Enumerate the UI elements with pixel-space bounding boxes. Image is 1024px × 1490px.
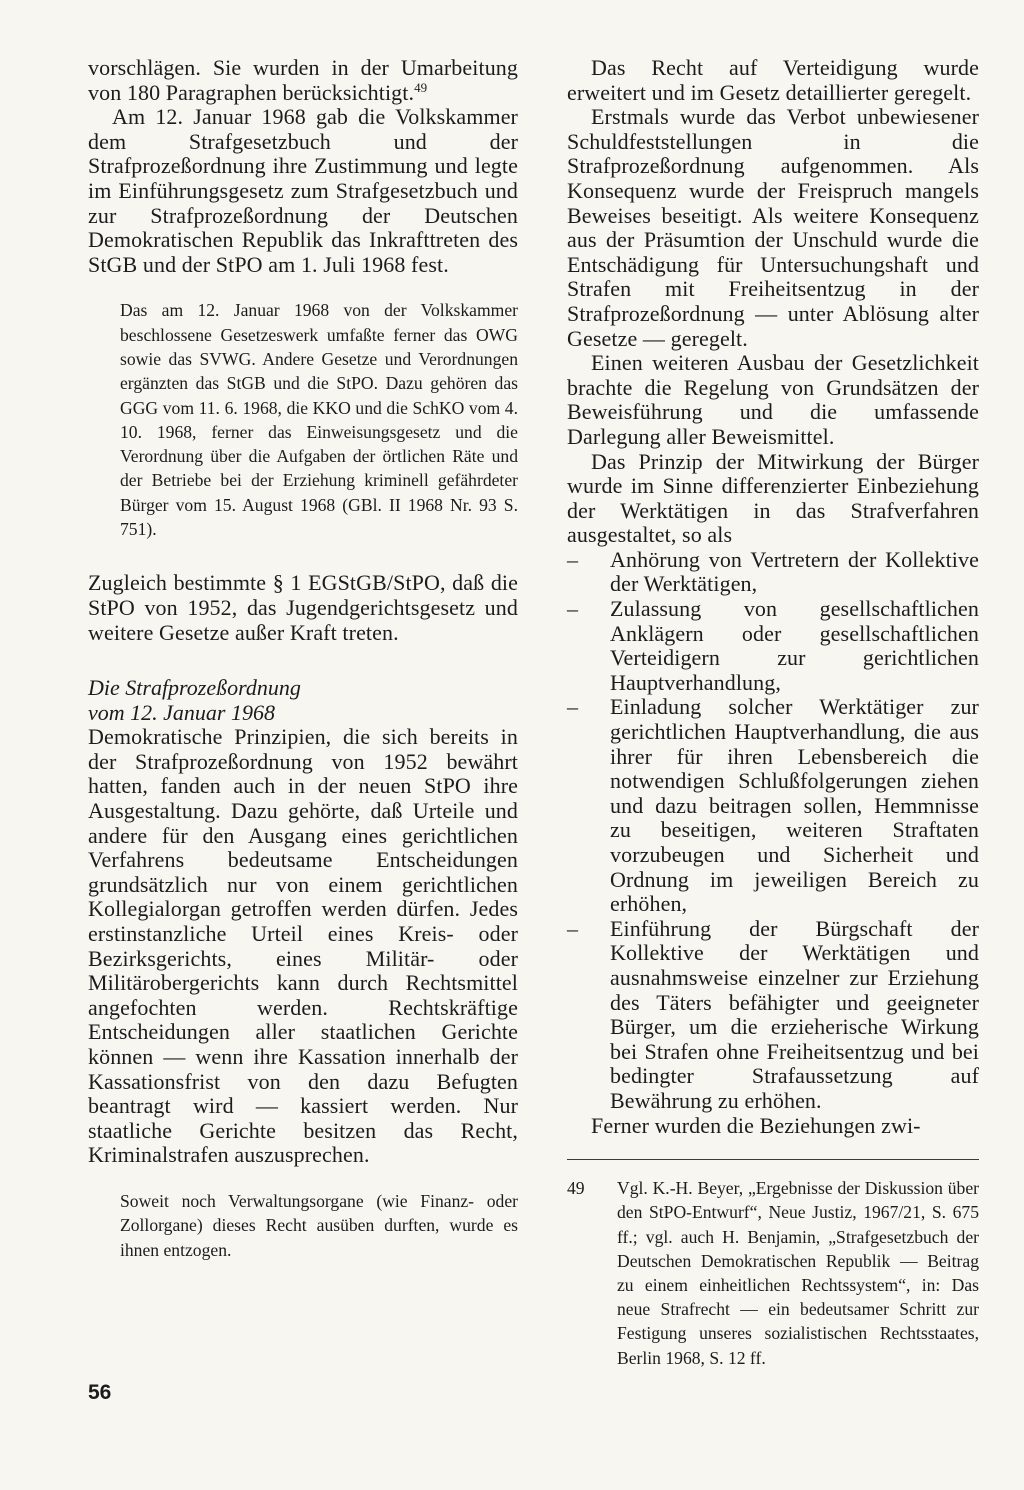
note-gesetzeswerk: Das am 12. Januar 1968 von der Volkskammer beschlossene Gesetzeswerk umfaßte ferner das OWG sowie das SVWG. Andere Gesetze und Verordnungen ergänzten das StGB und die StPO. Dazu gehören das GGG vom 11. 6. 1968, die KKO und die SchKO vom 4. 10. 1968, ferner das Einweisungsgesetz und die Verordnung über die Aufgaben der örtlichen Räte und der Betriebe bei der Erziehung kriminell gefährdeter Bürger vom 15. August 1968 (GBl. II 1968 Nr. 93 S. 751).	[120, 300, 518, 540]
footnote-divider	[567, 1159, 979, 1160]
paragraph-volkskammer: Am 12. Januar 1968 gab die Volkskammer dem Strafgesetzbuch und der Strafprozeßordnung ihre Zustimmung und legte im Einführungsgesetz zum Strafgesetzbuch und zur Strafprozeßordnung der Deutschen Demokratischen Republik das Inkrafttreten des StGB und der StPO am 1. Juli 1968 fest.	[88, 104, 518, 277]
right-column	[567, 56, 979, 1370]
footnote	[567, 1176, 979, 1370]
left-column	[88, 56, 518, 1262]
page-number: 56	[88, 1381, 112, 1404]
footnote-number: 49	[567, 1178, 585, 1199]
paragraph-verteidigung: Das Recht auf Verteidigung wurde erweitert und im Gesetz detaillierter geregelt.	[567, 55, 979, 105]
paragraph-continuation: vorschlägen. Sie wurden in der Umarbeitung von 180 Paragraphen berücksichtigt.$^{49}$	[88, 55, 518, 105]
footnote-text: Vgl. K.-H. Beyer, „Ergebnisse der Diskussion über den StPO-Entwurf“, Neue Justiz, 1967/21, S. 675 ff.; vgl. auch H. Benjamin, „Strafgesetzbuch der Deutschen Demokratischen Republik — Beitrag zu einem einheitlichen Rechtssystem“, in: Das neue Strafrecht — ein bedeutsamer Schritt zur Festigung unseres sozialistischen Rechtsstaates, Berlin 1968, S. 12 ff.	[617, 1178, 979, 1368]
paragraph-unschuld: Erstmals wurde das Verbot unbewiesener Schuldfeststellungen in die Strafprozeßordnung aufgenommen. Als Konsequenz wurde der Freispruch mangels Beweises beseitigt. Als weitere Konsequenz aus der Präsumtion der Unschuld wurde die Entschädigung für Untersuchungshaft und Strafen mit Freiheitsentzug in der Strafprozeßordnung — unter Ablösung alter Gesetze — geregelt.	[567, 104, 979, 351]
paragraph-egstgb: Zugleich bestimmte § 1 EGStGB/StPO, daß die StPO von 1952, das Jugendgerichtsgesetz und weitere Gesetze außer Kraft treten.	[88, 570, 518, 645]
list-item: – Zulassung von gesellschaftlichen Anklägern oder gesellschaftlichen Verteidigern zur gerichtlichen Hauptverhandlung,	[567, 597, 979, 695]
list-item: – Anhörung von Vertretern der Kollektive der Werktätigen,	[567, 548, 979, 597]
paragraph-beziehungen: Ferner wurden die Beziehungen zwi-	[591, 1112, 921, 1138]
section-heading	[88, 676, 518, 725]
paragraph-beweisfuehrung: Einen weiteren Ausbau der Gesetzlichkeit brachte die Regelung von Grundsätzen der Beweisführung und die umfassende Darlegung aller Beweismittel.	[567, 350, 979, 449]
list-item: – Einladung solcher Werktätiger zur gerichtlichen Hauptverhandlung, die aus ihrer für ihren Lebensbereich die notwendigen Schlußfolgerungen ziehen und dazu beitragen sollen, Hemmnisse zu beseitigen, weiteren Straftaten vorzubeugen und Sicherheit und Ordnung im jeweiligen Bereich zu erhöhen,	[567, 695, 979, 916]
section-heading-line-1: Die Strafprozeßordnung	[88, 675, 301, 701]
note-verwaltungsorgane: Soweit noch Verwaltungsorgane (wie Finanz- oder Zollorgane) dieses Recht ausüben durften, wurde es ihnen entzogen.	[120, 1190, 518, 1260]
footnote-reference[interactable]: 49	[414, 79, 428, 95]
mitwirkung-list	[567, 548, 979, 1114]
paragraph-mitwirkung: Das Prinzip der Mitwirkung der Bürger wurde im Sinne differenzierter Einbeziehung der Werktätigen in das Strafverfahren ausgestaltet, so als	[567, 448, 979, 548]
list-item: – Einführung der Bürgschaft der Kollektive der Werktätigen und ausnahmsweise einzelner zur Erziehung des Täters befähigter und geeigneter Bürger, um die erzieherische Wirkung bei Strafen ohne Freiheitsentzug und bei bedingter Strafaussetzung auf Bewährung zu erhöhen.	[567, 917, 979, 1114]
section-heading-line-2: vom 12. Januar 1968	[88, 699, 275, 725]
paragraph-prinzipien: Demokratische Prinzipien, die sich bereits in der Strafprozeßordnung von 1952 bewährt hatten, fanden auch in der neuen StPO ihre Ausgestaltung. Dazu gehörte, daß Urteile und andere für den Ausgang eines gerichtlichen Verfahrens bedeutsame Entscheidungen grundsätzlich nur von einem gerichtlichen Kollegialorgan getroffen werden dürfen. Jedes erstinstanzliche Urteil eines Kreis- oder Bezirksgerichts, eines Militär- oder Militärobergerichts kann durch Rechtsmittel angefochten werden. Rechtskräftige Entscheidungen aller staatlichen Gerichte können — wenn ihre Kassation innerhalb der Kassationsfrist von den dazu Befugten beantragt wird — kassiert werden. Nur staatliche Gerichte besitzen das Recht, Kriminalstrafen auszusprechen.	[88, 724, 518, 1168]
